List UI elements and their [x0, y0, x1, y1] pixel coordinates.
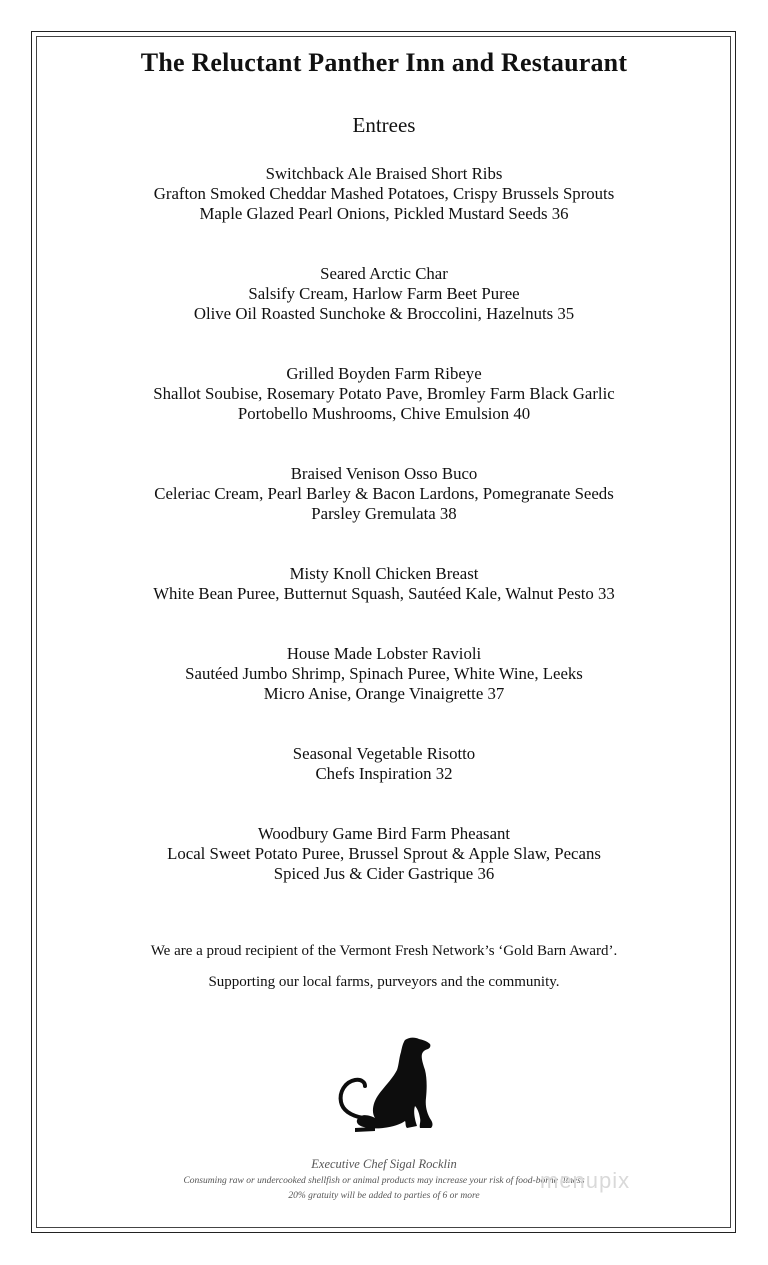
menu-item-name: Braised Venison Osso Buco	[290, 464, 478, 483]
menu-item-description: Parsley Gremulata 38	[311, 504, 457, 523]
panther-icon	[335, 1036, 445, 1136]
menu-item-description: Portobello Mushrooms, Chive Emulsion 40	[237, 404, 531, 423]
menu-item	[0, 564, 768, 604]
menu-item-name: Misty Knoll Chicken Breast	[289, 564, 479, 583]
menu-item-name: Seasonal Vegetable Risotto	[292, 744, 476, 763]
menu-item	[0, 264, 768, 324]
restaurant-title: The Reluctant Panther Inn and Restaurant	[140, 48, 628, 77]
menu-item-description: Salsify Cream, Harlow Farm Beet Puree	[248, 284, 520, 303]
executive-chef: Executive Chef Sigal Rocklin	[311, 1157, 457, 1171]
health-warning: Consuming raw or undercooked shellfish or animal products may increase your risk of food-borne illness	[183, 1176, 585, 1186]
menu-item-description: Olive Oil Roasted Sunchoke & Broccolini, Hazelnuts 35	[193, 304, 575, 323]
award-note: We are a proud recipient of the Vermont Fresh Network’s ‘Gold Barn Award’.	[150, 943, 618, 959]
menu-item-description: Spiced Jus & Cider Gastrique 36	[273, 864, 495, 883]
menu-item-description: Local Sweet Potato Puree, Brussel Sprout & Apple Slaw, Pecans	[167, 844, 601, 863]
menu-item-description: Sautéed Jumbo Shrimp, Spinach Puree, White Wine, Leeks	[185, 664, 583, 683]
menu-item-description: Maple Glazed Pearl Onions, Pickled Mustard Seeds 36	[199, 204, 569, 223]
menu-item	[0, 644, 768, 704]
menu-item	[0, 744, 768, 784]
menu-item	[0, 164, 768, 224]
menu-item-name: Woodbury Game Bird Farm Pheasant	[257, 824, 511, 843]
menu-item-name: Switchback Ale Braised Short Ribs	[265, 164, 503, 183]
support-note: Supporting our local farms, purveyors and the community.	[208, 974, 560, 990]
menu-item-name: Seared Arctic Char	[320, 264, 448, 283]
watermark: menupix	[540, 1168, 631, 1193]
menu-item-description: Micro Anise, Orange Vinaigrette 37	[263, 684, 505, 703]
menu-item-description: Grafton Smoked Cheddar Mashed Potatoes, Crispy Brussels Sprouts	[153, 184, 615, 203]
menu-item-name: House Made Lobster Ravioli	[286, 644, 482, 663]
menu-item-description: White Bean Puree, Butternut Squash, Sautéed Kale, Walnut Pesto 33	[153, 584, 615, 603]
section-title: Entrees	[352, 113, 416, 137]
menu-item	[0, 824, 768, 884]
menu-item-description: Celeriac Cream, Pearl Barley & Bacon Lardons, Pomegranate Seeds	[154, 484, 614, 503]
menu-item-name: Grilled Boyden Farm Ribeye	[286, 364, 482, 383]
entree-list	[0, 164, 768, 924]
menu-item	[0, 464, 768, 524]
gratuity-note: 20% gratuity will be added to parties of 6 or more	[288, 1191, 480, 1201]
menu-item-description: Shallot Soubise, Rosemary Potato Pave, Bromley Farm Black Garlic	[153, 384, 615, 403]
menu-item	[0, 364, 768, 424]
menu-item-description: Chefs Inspiration 32	[315, 764, 453, 783]
